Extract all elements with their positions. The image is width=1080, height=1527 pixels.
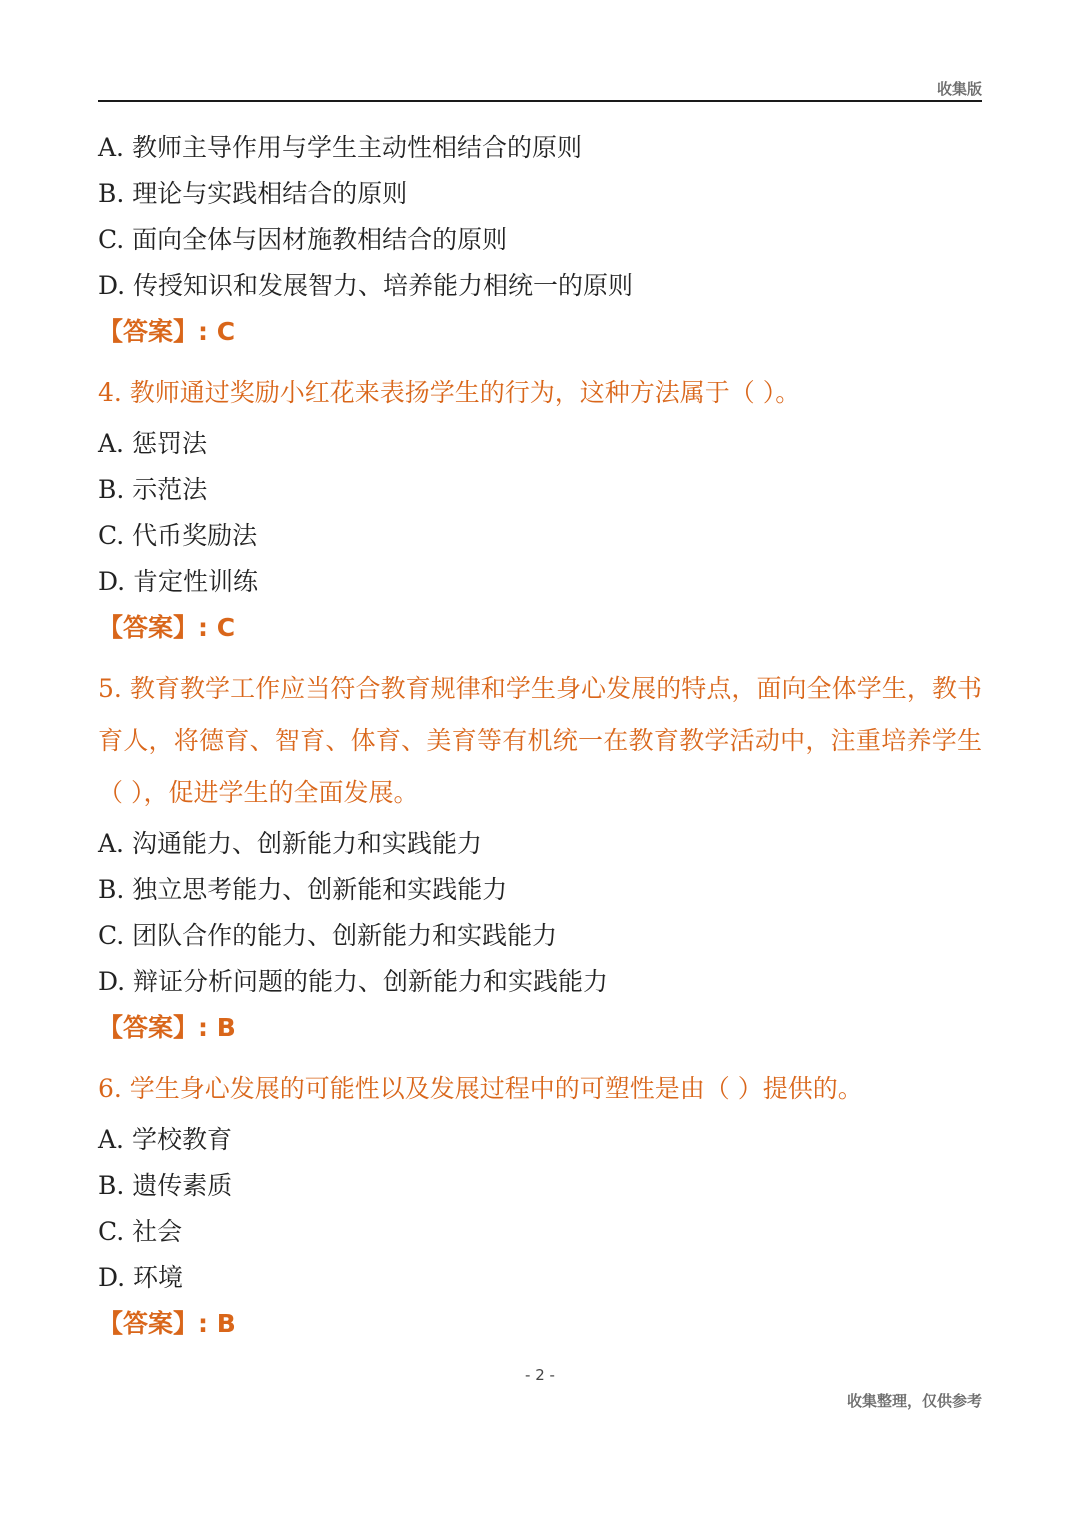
q5-option-d: D. 辩证分析问题的能力、创新能力和实践能力	[98, 967, 609, 996]
q6-option-b: B. 遗传素质	[98, 1171, 233, 1200]
q5-option-a: A. 沟通能力、创新能力和实践能力	[98, 829, 482, 858]
q3-option-b: B. 理论与实践相结合的原则	[98, 179, 408, 208]
q6-option-d: D. 环境	[98, 1263, 184, 1292]
q5-answer: 【答案】: B	[98, 1013, 236, 1042]
q4-option-a: A. 惩罚法	[98, 429, 207, 458]
q6-answer: 【答案】: B	[98, 1309, 236, 1338]
q6-question: 6. 学生身心发展的可能性以及发展过程中的可塑性是由（ ）提供的。	[98, 1074, 863, 1103]
q3-option-d: D. 传授知识和发展智力、培养能力相统一的原则	[98, 271, 634, 300]
q5-question: 5. 教育教学工作应当符合教育规律和学生身心发展的特点，面向全体学生，教书育人，将德育、智育、体育、美育等有机统一在教育教学活动中，注重培养学生（ ），促进学生的全面发展。	[98, 674, 982, 807]
question-4-block	[98, 367, 982, 651]
header-label: 收集版	[936, 80, 982, 98]
question-3-block	[98, 125, 982, 355]
question-6-block	[98, 1063, 982, 1347]
q5-option-b: B. 独立思考能力、创新能和实践能力	[98, 875, 508, 904]
q6-option-c: C. 社会	[98, 1217, 183, 1246]
q6-option-a: A. 学校教育	[98, 1125, 232, 1154]
q4-question: 4. 教师通过奖励小红花来表扬学生的行为，这种方法属于（ ）。	[98, 378, 801, 407]
question-5-block	[98, 663, 982, 1051]
q4-option-b: B. 示范法	[98, 475, 208, 504]
q3-option-c: C. 面向全体与因材施教相结合的原则	[98, 225, 508, 254]
q3-answer: 【答案】: C	[98, 317, 236, 346]
footer-note: 收集整理，仅供参考	[846, 1392, 982, 1410]
q4-answer: 【答案】: C	[98, 613, 236, 642]
q3-option-a: A. 教师主导作用与学生主动性相结合的原则	[98, 133, 582, 162]
q5-option-c: C. 团队合作的能力、创新能力和实践能力	[98, 921, 558, 950]
page-number: - 2 -	[525, 1366, 555, 1384]
header-divider	[98, 100, 982, 102]
q4-option-c: C. 代币奖励法	[98, 521, 258, 550]
document-body	[98, 125, 982, 1359]
q4-option-d: D. 肯定性训练	[98, 567, 259, 596]
